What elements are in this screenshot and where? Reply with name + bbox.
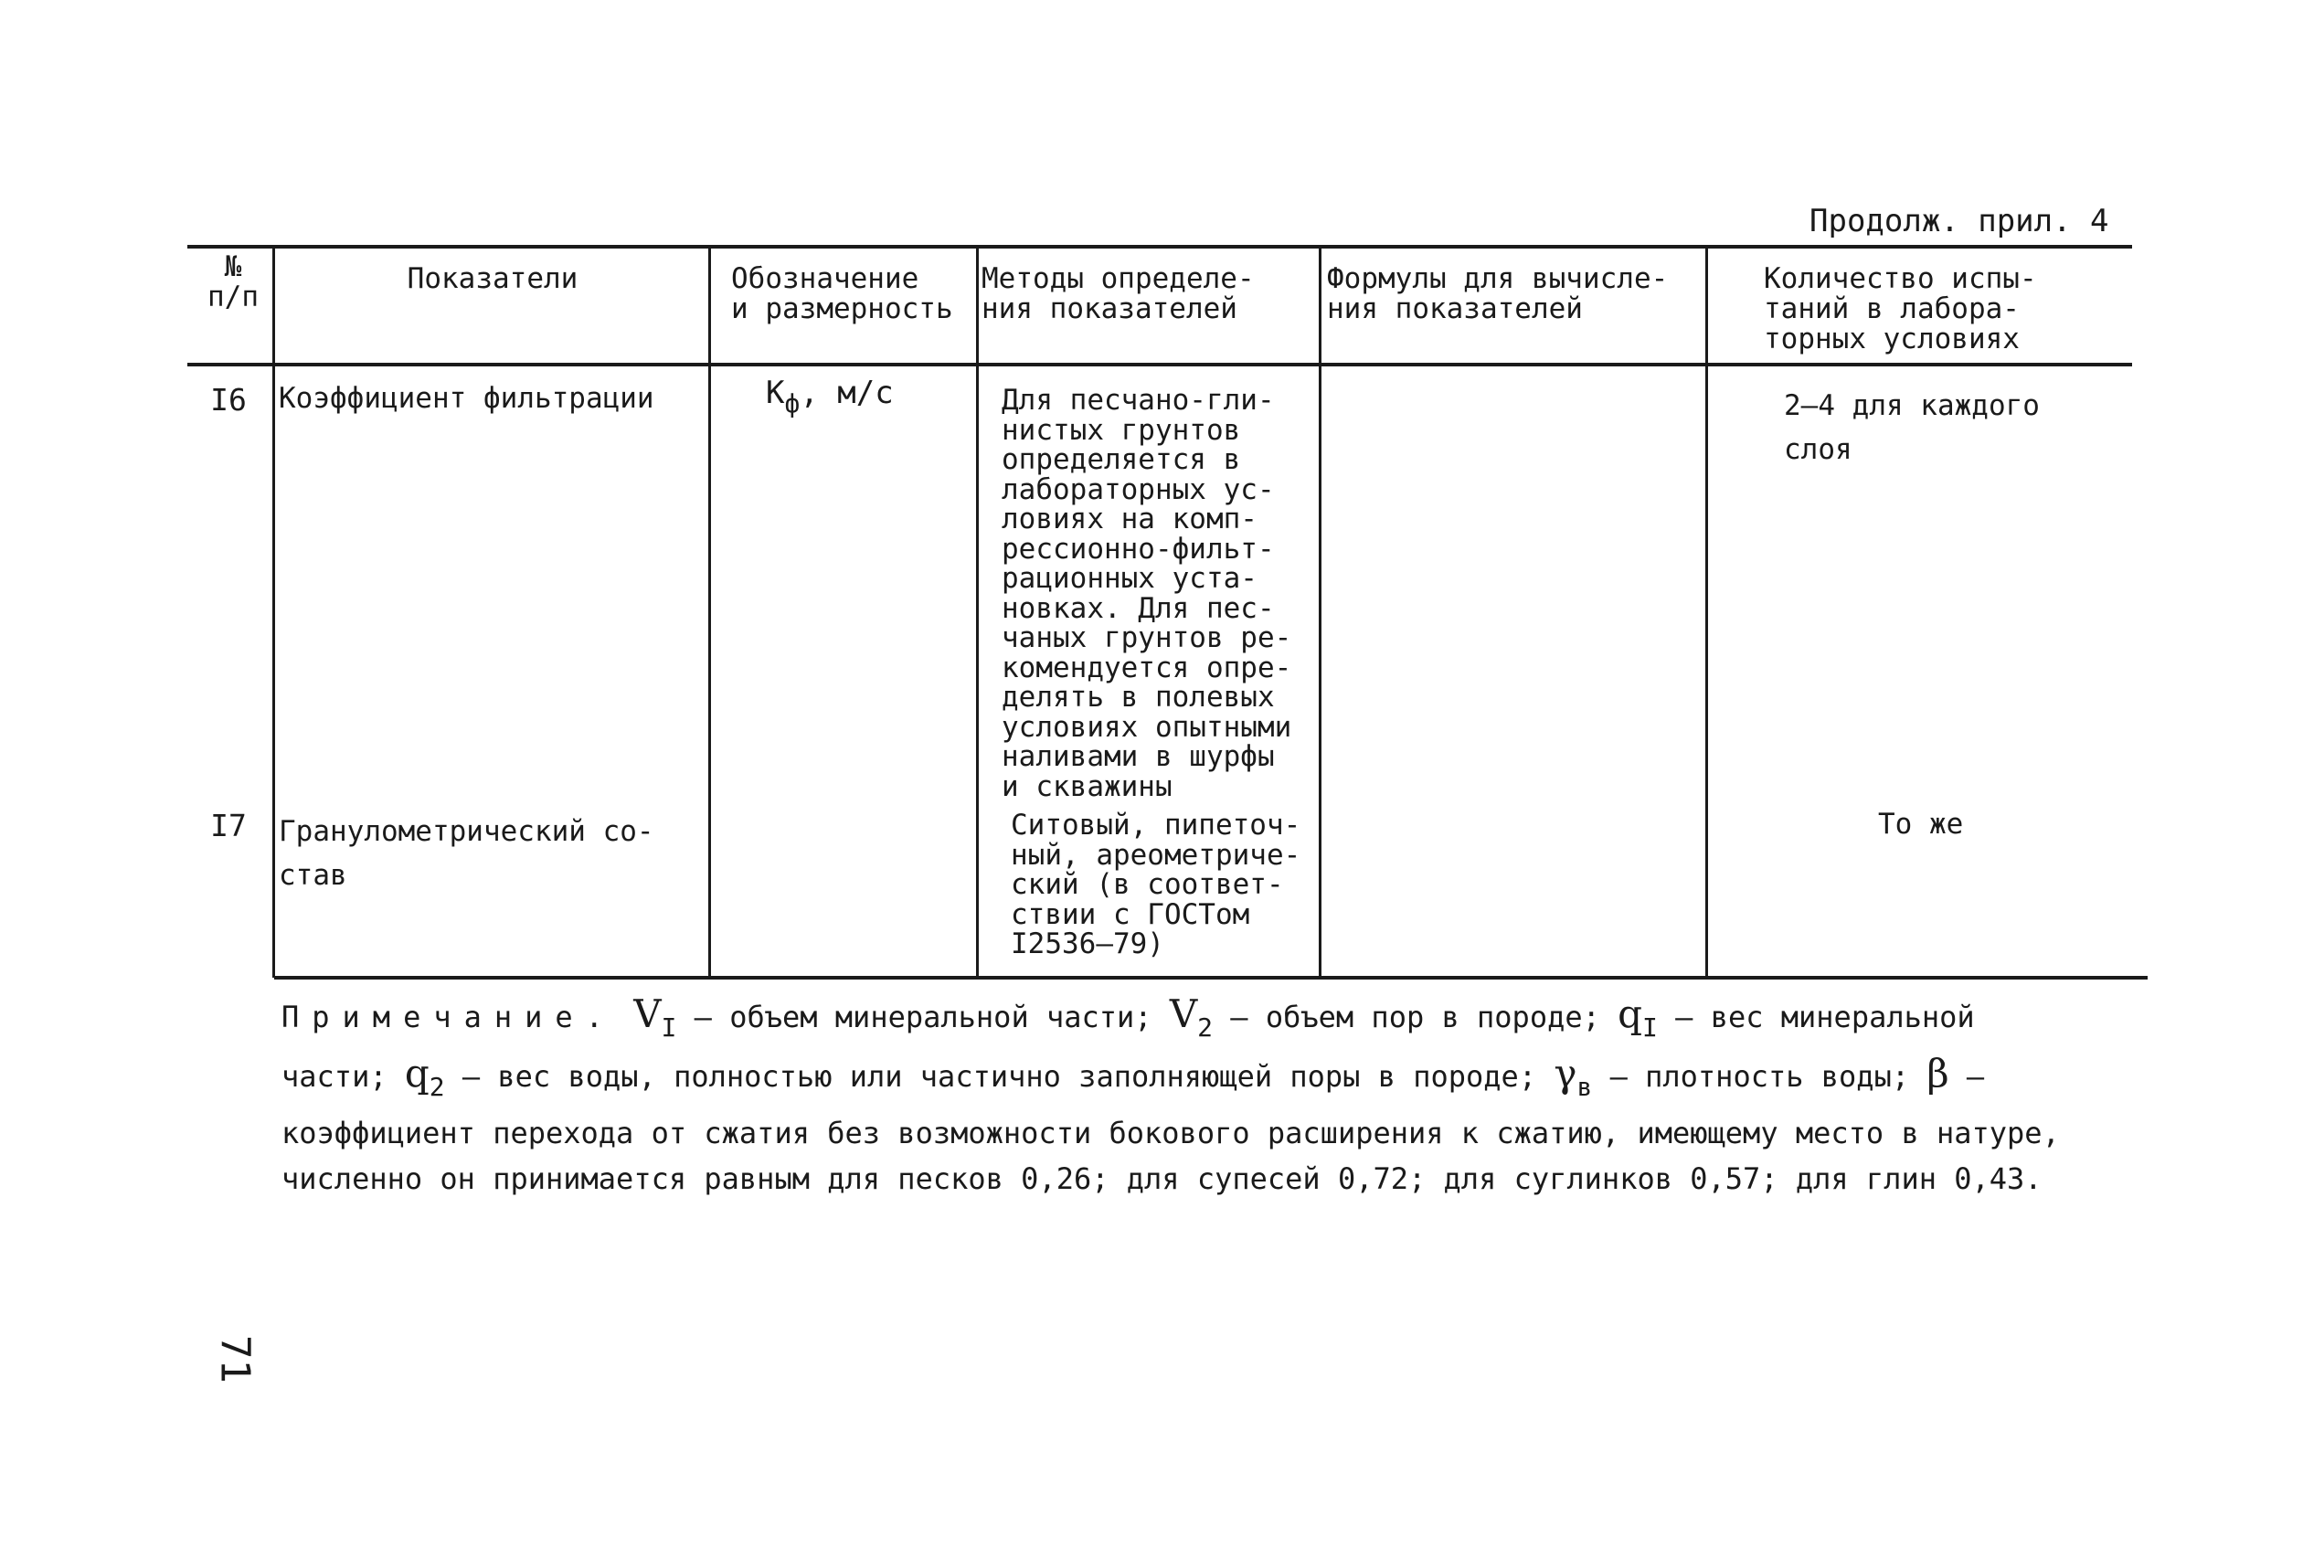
column-divider-5	[1705, 247, 1708, 978]
method-line: чаных грунтов ре-	[1002, 621, 1292, 654]
method-line: наливами в шурфы	[1002, 740, 1275, 773]
designation-subscript: ф	[784, 388, 801, 418]
method-line: I2536–79)	[1011, 927, 1164, 960]
footnote-label: Примечание.	[281, 1000, 616, 1034]
symbol-q: q	[1618, 991, 1643, 1036]
footnote-text: – вес воды, полностью или частично заполняющей поры в породе;	[444, 1059, 1555, 1094]
page-number: 71	[211, 1335, 259, 1383]
symbol-beta: β	[1926, 1051, 1949, 1096]
column-divider-1	[272, 247, 275, 978]
method-line: делять в полевых	[1002, 681, 1275, 714]
test-count	[1784, 384, 2122, 471]
header-formulas: Формулы для вычисле- ния показателей	[1327, 262, 1669, 325]
designation-unit: , м/с	[800, 375, 894, 411]
test-count-line: 2–4 для каждого	[1784, 389, 2040, 422]
footnote	[281, 991, 2146, 1202]
method-line: рационных уста-	[1002, 562, 1258, 595]
method-line: ный, ареометриче-	[1011, 838, 1301, 872]
method-line: ствии с ГОСТом	[1011, 897, 1250, 931]
test-count-line: слоя	[1784, 433, 1852, 466]
subscript: I	[1642, 1012, 1658, 1043]
method-line: и скважины	[1002, 769, 1173, 803]
footnote-text: – объем минеральной части;	[676, 1000, 1170, 1034]
continuation-label: Продолж. прил. 4	[1809, 203, 2109, 239]
method-line: новках. Для пес-	[1002, 591, 1275, 625]
subscript: 2	[1197, 1012, 1214, 1043]
row-number: I6	[210, 382, 247, 418]
footnote-text: – вес минеральной	[1657, 1000, 1975, 1034]
column-divider-2	[708, 247, 711, 978]
column-divider-3	[976, 247, 979, 978]
header-bottom-rule	[187, 363, 2132, 366]
subscript: I	[661, 1012, 677, 1043]
footnote-line	[281, 1051, 2146, 1110]
indicator-line: Гранулометрический со-	[279, 815, 654, 848]
method-line: ский (в соответ-	[1011, 868, 1284, 901]
method-line: Для песчано-гли-	[1002, 384, 1275, 417]
table-bottom-rule	[274, 976, 2148, 980]
footnote-line: коэффициент перехода от сжатия без возможности бокового расширения к сжатию, имеющему место в натуре,	[281, 1116, 2060, 1150]
method-line: комендуется опре-	[1002, 651, 1292, 684]
method-line: Ситовый, пипеточ-	[1011, 809, 1301, 842]
header-count: Количество испы- таний в лабора- торных условиях	[1764, 262, 2037, 355]
indicator-name: Коэффициент фильтрации	[279, 382, 654, 415]
test-count: То же	[1878, 808, 1964, 841]
header-num: № п/п	[207, 250, 259, 313]
method-line: лабораторных ус-	[1002, 472, 1275, 506]
symbol-v: V	[633, 991, 662, 1036]
method-line: условиях опытными	[1002, 710, 1292, 744]
method-line: ловиях на комп-	[1002, 503, 1258, 535]
header-designation: Обозначение и размерность	[731, 262, 953, 325]
table-top-rule	[187, 245, 2132, 249]
footnote-line: численно он принимается равным для песков 0,26; для супесей 0,72; для суглинков 0,57; для глин 0,43.	[281, 1161, 2043, 1196]
method-line: рессионно-фильт-	[1002, 532, 1275, 566]
designation-symbol: К	[766, 375, 785, 411]
method-line: нистых грунтов	[1002, 413, 1241, 447]
subscript: в	[1576, 1072, 1593, 1102]
footnote-text: – плотность воды;	[1592, 1059, 1927, 1094]
footnote-text: –	[1948, 1059, 1985, 1094]
subscript: 2	[429, 1072, 445, 1102]
header-indicators: Показатели	[407, 262, 578, 295]
indicator-line: став	[279, 859, 347, 892]
header-methods: Методы определе- ния показателей	[982, 262, 1255, 325]
footnote-text: – объем пор в породе;	[1213, 1000, 1618, 1034]
method-line: определяется в	[1002, 443, 1241, 476]
designation-value	[766, 375, 976, 418]
footnote-line	[281, 991, 2146, 1051]
symbol-v: V	[1169, 991, 1198, 1036]
method-text	[1011, 810, 1340, 959]
indicator-name	[279, 810, 708, 897]
row-number: I7	[210, 808, 247, 843]
footnote-text: части;	[281, 1059, 405, 1094]
symbol-q: q	[404, 1051, 430, 1096]
symbol-gamma: γ	[1554, 1051, 1577, 1096]
method-text	[1002, 386, 1331, 801]
